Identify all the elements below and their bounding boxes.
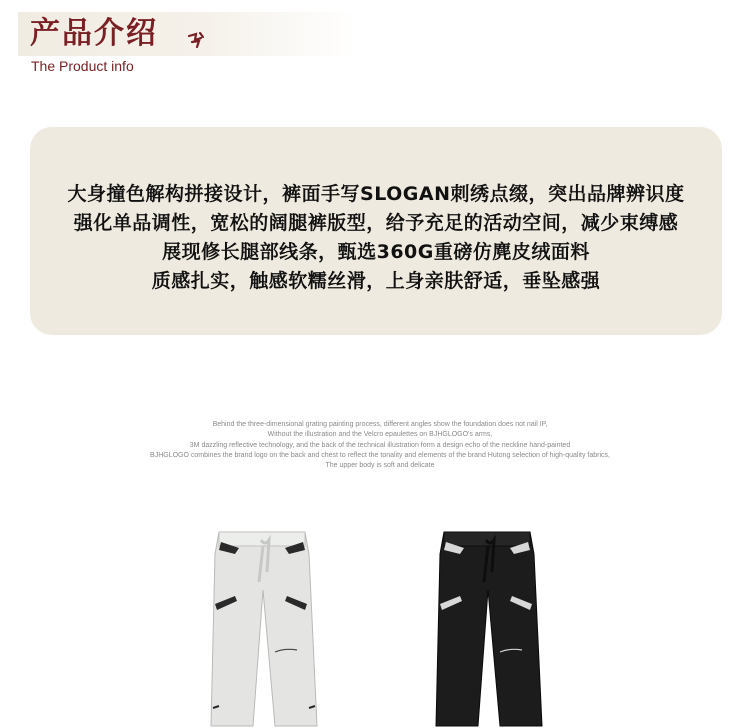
page-title: 产品介绍 [30, 16, 158, 51]
product-image-black-pants [430, 520, 550, 728]
decorative-mark-icon [186, 28, 208, 50]
product-image-light-grey-pants [205, 520, 325, 728]
fine-print-line: Behind the three-dimensional grating painting process, different angles show the foundation does not nail IP, [212, 421, 548, 428]
description-text [30, 180, 722, 296]
description-line: 展现修长腿部线条，甄选360G重磅仿麂皮绒面料 [162, 241, 590, 263]
fine-print-line: The upper body is soft and delicate [325, 462, 435, 470]
page-subtitle: The Product info [31, 58, 134, 74]
fine-print-line: BJHGLOGO combines the brand logo on the back and chest to reflect the tonality and elements of the brand Hutong selection of high-quality fabrics, [150, 451, 610, 459]
description-panel [30, 127, 722, 335]
description-line: 质感扎实，触感软糯丝滑，上身亲肤舒适，垂坠感强 [151, 270, 601, 292]
description-line: 强化单品调性，宽松的阔腿裤版型，给予充足的活动空间，减少束缚感 [73, 212, 679, 234]
fine-print-line: Without the illustration and the Velcro epaulettes on BJHGLOGO's arms, [267, 431, 493, 439]
fine-print [120, 420, 640, 471]
description-line: 大身撞色解构拼接设计，裤面手写SLOGAN刺绣点缀，突出品牌辨识度 [67, 183, 685, 205]
fine-print-line: 3M dazzling reflective technology, and the back of the technical illustration form a design echo of the neckline hand-painted [189, 441, 571, 449]
